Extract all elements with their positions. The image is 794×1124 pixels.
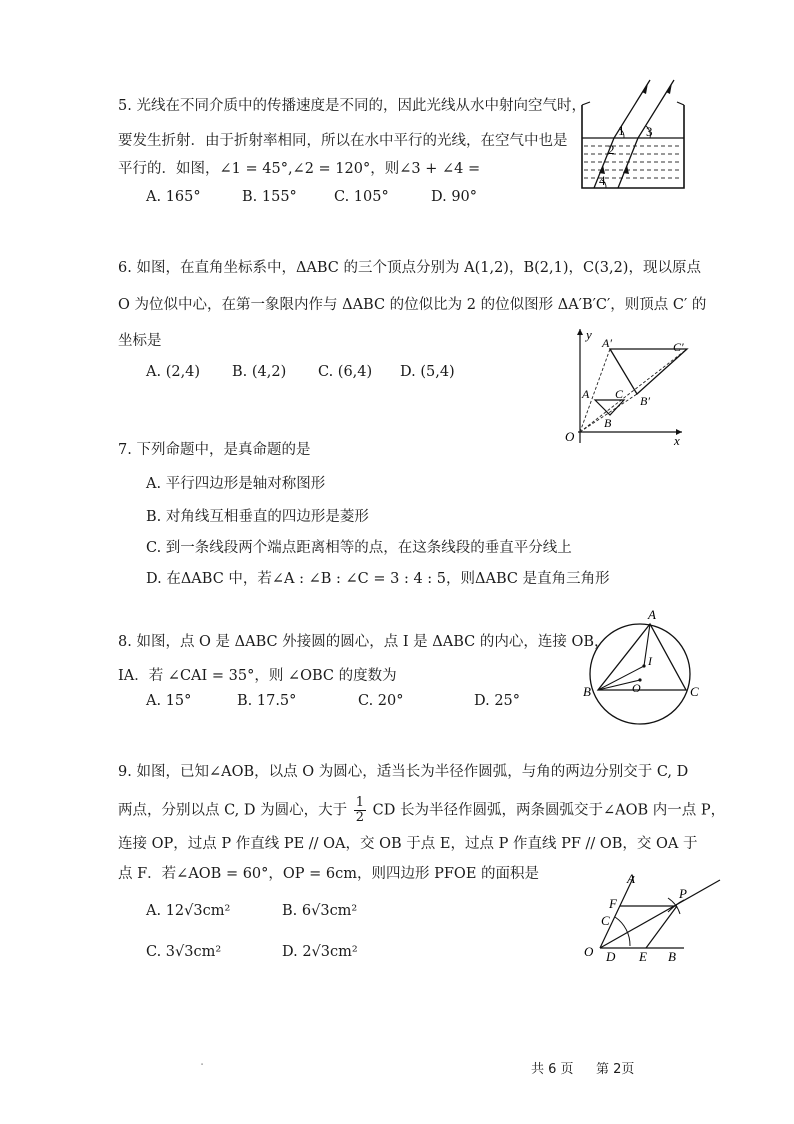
label-i: I	[648, 654, 652, 668]
q9-option-a: A. 12√3cm²	[146, 903, 231, 919]
q8-circle-figure	[576, 604, 706, 732]
label-p: P	[679, 886, 687, 901]
q8-option-c: C. 20°	[358, 693, 404, 709]
q9-fraction-denominator: 2	[355, 810, 365, 825]
q6-stem-line1: 6. 如图，在直角坐标系中，ΔABC 的三个顶点分别为 A(1,2)，B(2,1)，C(3,2)，现以原点	[118, 260, 701, 276]
q5-stem-line3: 平行的．如图，∠1 = 45°,∠2 = 120°，则∠3 + ∠4 =	[118, 161, 481, 177]
q6-stem-line2: O 为位似中心，在第一象限内作与 ΔABC 的位似比为 2 的位似图形 ΔA′B′C′，则顶点 C′ 的	[118, 297, 707, 313]
q8-option-a: A. 15°	[146, 693, 192, 709]
angle-label-4: 4	[599, 173, 606, 188]
q6-option-a: A. (2,4)	[146, 364, 201, 380]
angle-label-2: 2	[608, 142, 615, 157]
q7-option-c: C. 到一条线段两个端点距离相等的点，在这条线段的垂直平分线上	[146, 540, 572, 556]
projection-lines	[580, 349, 687, 432]
q7-option-d: D. 在ΔABC 中，若∠A : ∠B : ∠C = 3 : 4 : 5，则ΔABC 是直角三角形	[146, 571, 610, 587]
q9-line2-part1: 两点，分别以点 C, D 为圆心，大于	[118, 802, 348, 819]
q9-option-c: C. 3√3cm²	[146, 944, 222, 960]
q5-stem-line1: 5. 光线在不同介质中的传播速度是不同的，因此光线从水中射向空气时，	[118, 98, 586, 114]
q9-angle-figure	[582, 868, 722, 968]
q5-option-b: B. 155°	[242, 189, 297, 205]
q8-option-d: D. 25°	[474, 693, 521, 709]
q9-option-d: D. 2√3cm²	[282, 944, 358, 960]
q7-option-a: A. 平行四边形是轴对称图形	[146, 476, 326, 492]
label-b: B	[668, 949, 676, 964]
label-c-prime: C′	[673, 340, 684, 354]
q9-stem-line2	[118, 796, 725, 825]
q5-option-a: A. 165°	[146, 189, 201, 205]
q9-fraction-numerator: 1	[355, 795, 365, 810]
q5-stem-line2: 要发生折射．由于折射率相同，所以在水中平行的光线，在空气中也是	[118, 133, 568, 149]
label-f: F	[609, 896, 617, 911]
label-a: A	[648, 607, 656, 622]
q6-stem-line3: 坐标是	[118, 333, 162, 349]
ray-arrow-1	[642, 83, 648, 94]
q6-option-b: B. (4,2)	[232, 364, 287, 380]
q8-stem-line1: 8. 如图，点 O 是 ΔABC 外接圆的圆心，点 I 是 ΔABC 的内心，连接 OB，	[118, 634, 609, 650]
q8-stem-line2: IA．若 ∠CAI = 35°，则 ∠OBC 的度数为	[118, 668, 397, 684]
beaker-rim-right	[677, 102, 684, 105]
angle-label-1: 1	[618, 123, 625, 138]
label-o: O	[632, 681, 641, 695]
arc-cd	[615, 917, 630, 946]
label-a: A	[582, 387, 590, 401]
label-x: x	[674, 433, 680, 448]
label-a: A	[627, 871, 635, 886]
label-c: C	[615, 387, 624, 401]
segment-pe	[646, 906, 677, 948]
q9-stem-line4: 点 F．若∠AOB = 60°，OP = 6cm，则四边形 PFOE 的面积是	[118, 866, 540, 882]
q6-option-c: C. (6,4)	[318, 364, 373, 380]
angle-label-3: 3	[646, 124, 653, 139]
beaker-outline	[582, 105, 684, 188]
label-c: C	[690, 684, 699, 699]
ray-op	[600, 880, 720, 948]
circumcircle	[590, 624, 690, 724]
label-b: B	[604, 416, 612, 430]
footer-dot: ·	[200, 1058, 205, 1073]
q9-line2-part2: CD 长为半径作圆弧，两条圆弧交于∠AOB 内一点 P，	[372, 802, 726, 819]
q6-coordinate-figure	[560, 325, 690, 450]
y-axis-arrow	[577, 329, 583, 335]
label-b: B	[583, 684, 591, 699]
footer-total-pages: 共 6 页	[531, 1062, 574, 1077]
q7-stem: 7. 下列命题中，是真命题的是	[118, 442, 311, 458]
q9-stem-line3: 连接 OP，过点 P 作直线 PE // OA，交 OB 于点 E，过点 P 作直线 PF // OB，交 OA 于	[118, 836, 698, 852]
q8-option-b: B. 17.5°	[237, 693, 297, 709]
q9-fraction	[354, 796, 366, 825]
q7-option-b: B. 对角线互相垂直的四边形是菱形	[146, 509, 369, 525]
ray-arrow-2	[666, 83, 672, 94]
label-a-prime: A′	[602, 336, 612, 350]
label-d: D	[606, 949, 616, 964]
label-y: y	[586, 327, 592, 342]
label-origin: O	[565, 429, 575, 444]
beaker-rim-left	[582, 102, 590, 105]
q9-option-b: B. 6√3cm²	[282, 903, 358, 919]
q6-option-d: D. (5,4)	[400, 364, 455, 380]
label-b-prime: B′	[640, 394, 650, 408]
incenter-point-i	[642, 664, 645, 667]
q5-option-d: D. 90°	[431, 189, 478, 205]
label-o: O	[584, 944, 594, 959]
q5-option-c: C. 105°	[334, 189, 389, 205]
label-c: C	[601, 913, 610, 928]
footer-page-number: 第 2页	[596, 1062, 635, 1077]
q5-refraction-figure	[580, 80, 690, 195]
label-e: E	[639, 949, 647, 964]
q9-stem-line1: 9. 如图，已知∠AOB，以点 O 为圆心，适当长为半径作圆弧，与角的两边分别交于 C, D	[118, 764, 689, 780]
